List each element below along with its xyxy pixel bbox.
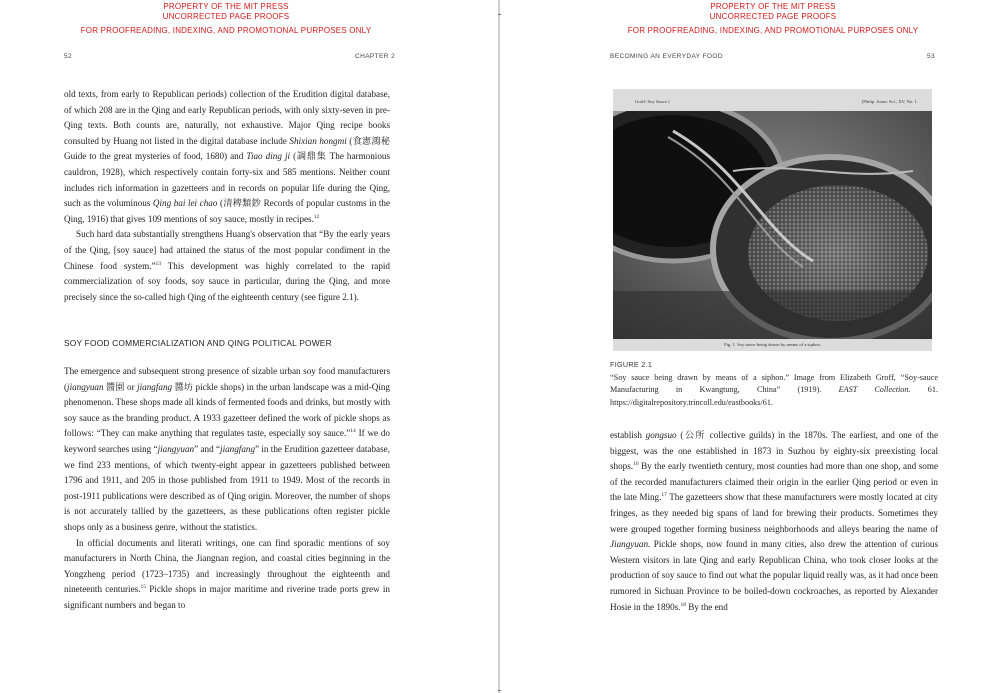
paragraph: establish gongsuo (公所 collective guilds) in the 1870s. The earliest, and one of the biggest, was the one established in 1873 in Suzhou by eighty-six preexisting local shops.$^{16}$ By the early twentieth century, most counties had more than one shop, and some of the recorded manufacturers claimed their origin in the earlier Qing period or even in the late Ming.$^{17}$ The gazetteers show that these manufacturers were mostly located at city fringes, as they needed big spans of land for brewing their products. Sometimes they were grouped together forming business neighborhoods and alleys bearing the name of Jiangyuan. Pickle shops, now found in many cities, also drew the attention of curious Western visitors in late Qing and early Republican China, who took closer looks at the production of soy sauce to find out what the popular liquid really was, as it had once been rumored in Sichuan Province to be boiled-down cockroaches, as reported by Alexander Hosie in the 1890s.$^{18}$ By the end <box>610 430 938 612</box>
figure-photo-plate <box>613 89 932 351</box>
paragraph: Such hard data substantially strengthens Huang's observation that “By the early years of the Qing, [soy sauce] had attained the status of the most popular condiment in the Chinese food system.”$^{13}$ This development was highly correlated to the rapid commercialization of soy foods, soy sauce in particular, during the Qing, and more precisely since the so-called high Qing of the eighteenth century (see figure 2.1). <box>64 229 390 302</box>
footnote-ref[interactable]: 17 <box>661 492 667 499</box>
body-text-bottom <box>64 364 390 614</box>
notice-line-1: PROPERTY OF THE MIT PRESS <box>710 2 836 11</box>
plate-header-right: [Philip. Journ. Sci., XV, No. 1. <box>861 99 918 104</box>
paragraph: The emergence and subsequent strong presence of sizable urban soy food manufacturers (jiangyuan 醬園 or jiangfang 醬坊 pickle shops) in the urban landscape was a mid-Qing phenomenon. These shops made all kinds of fermented foods and drinks, but mostly with soy sauce as the branding product. A 1933 gazetteer defined the work of pickle shops as follows: “They can make anything that regulates taste, especially soy sauce.”$^{14}$ If we do keyword searches using “jiangyuan” and “jiangfang” in the Erudition gazetteer database, we find 233 mentions, of which twenty-eight appear in gazetteers published between 1796 and 1911, and 205 in those published from 1911 to 1949. Most of the records in post-1911 publications were described as of Qing origin. Moreover, the number of shops is not accurately tallied by the gazetteers, as these publications often register pickle shops only as a business genre, without the statistics. <box>64 366 391 532</box>
footnote-ref[interactable]: 16 <box>633 461 639 468</box>
proof-notice <box>76 2 376 36</box>
section-heading: SOY FOOD COMMERCIALIZATION AND QING POLITICAL POWER <box>64 338 332 348</box>
paragraph: old texts, from early to Republican periods) collection of the Erudition digital database, of which 208 are in the Qing and early Republican periods, with only sixty-seven in pre-Qing texts. Both counts are, naturally, not exhaustive. Major Qing recipe books consulted by Huang not listed in the digital database include Shixian hongmi (食憲鴻秘 Guide to the great mysteries of food, 1680) and Tiao ding ji (調鼎集 The harmonious cauldron, 1928), which respectively contain forty-six and 585 mentions. Neither count includes rich information in gazetteers and in records on popular life during the Qing, such as the voluminous Qing bai lei chao (清稗類鈔 Records of popular customs in the Qing, 1916) that gives 109 mentions of soy sauce, mostly in recipes.$^{12}$ <box>64 89 391 224</box>
footnote-ref[interactable]: 12 <box>313 213 320 220</box>
footnote-ref[interactable]: 18 <box>680 601 686 608</box>
page-number: 53 <box>927 53 936 60</box>
running-head: CHAPTER 2 <box>355 53 396 60</box>
footnote-ref[interactable]: 13 <box>155 260 162 267</box>
notice-line-2: UNCORRECTED PAGE PROOFS <box>709 11 837 21</box>
notice-line-2: UNCORRECTED PAGE PROOFS <box>162 11 290 21</box>
running-head: BECOMING AN EVERYDAY FOOD <box>610 53 723 60</box>
figure-label: FIGURE 2.1 <box>610 360 653 369</box>
soy-vat-photo <box>613 111 932 339</box>
plate-header <box>613 89 932 111</box>
body-text-top <box>64 87 390 305</box>
body-text-right <box>610 428 938 615</box>
notice-line-3: FOR PROOFREADING, INDEXING, AND PROMOTIONAL PURPOSES ONLY <box>80 26 372 35</box>
notice-line-3: FOR PROOFREADING, INDEXING, AND PROMOTIONAL PURPOSES ONLY <box>627 26 919 35</box>
caption-text: “Soy sauce being drawn by means of a siphon.” Image from Elizabeth Groff, “Soy-sauce Manufacturing in Kwangtung, China” (1919). EAST Collection. 61. https://digitalrepository.trincoll.edu/eastbooks/61. <box>610 372 938 408</box>
notice-line-1: PROPERTY OF THE MIT PRESS <box>163 2 289 11</box>
plate-footer: Fig. 1. Soy sauce being drawn by means of a siphon. <box>613 339 932 351</box>
footnote-ref[interactable]: 14 <box>350 428 356 435</box>
plate-header-left: Groff: Soy Sauce.] <box>635 99 670 104</box>
footnote-ref[interactable]: 15 <box>140 584 146 591</box>
proof-notice <box>623 2 923 36</box>
page-gutter <box>498 0 500 693</box>
figure-caption <box>610 359 938 410</box>
paragraph: In official documents and literati writings, one can find sporadic mentions of soy manufacturers in North China, the Jiangnan region, and coastal cities beginning in the Yongzheng period (1723–1735) and increasingly throughout the eighteenth and nineteenth centuries.$^{15}$ Pickle shops in major maritime and riverine trade ports grew in significant numbers and began to <box>64 537 390 610</box>
page-number: 52 <box>64 53 73 60</box>
left-page <box>0 0 498 693</box>
